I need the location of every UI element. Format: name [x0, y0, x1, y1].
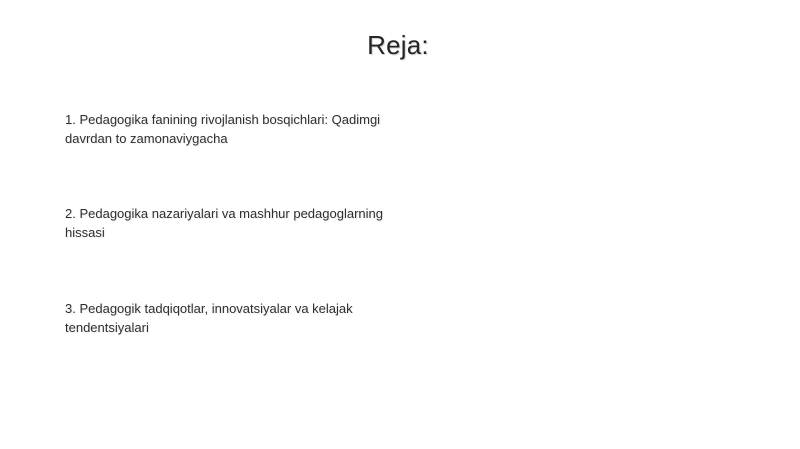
- plan-item-1: 1. Pedagogika fanining rivojlanish bosqichlari: Qadimgi davrdan to zamonaviygacha: [65, 112, 381, 146]
- slide-title: Reja:: [367, 30, 429, 60]
- plan-item-2: 2. Pedagogika nazariyalari va mashhur pedagoglarning hissasi: [65, 206, 383, 240]
- plan-item-3: 3. Pedagogik tadqiqotlar, innovatsiyalar va kelajak tendentsiyalari: [65, 301, 353, 335]
